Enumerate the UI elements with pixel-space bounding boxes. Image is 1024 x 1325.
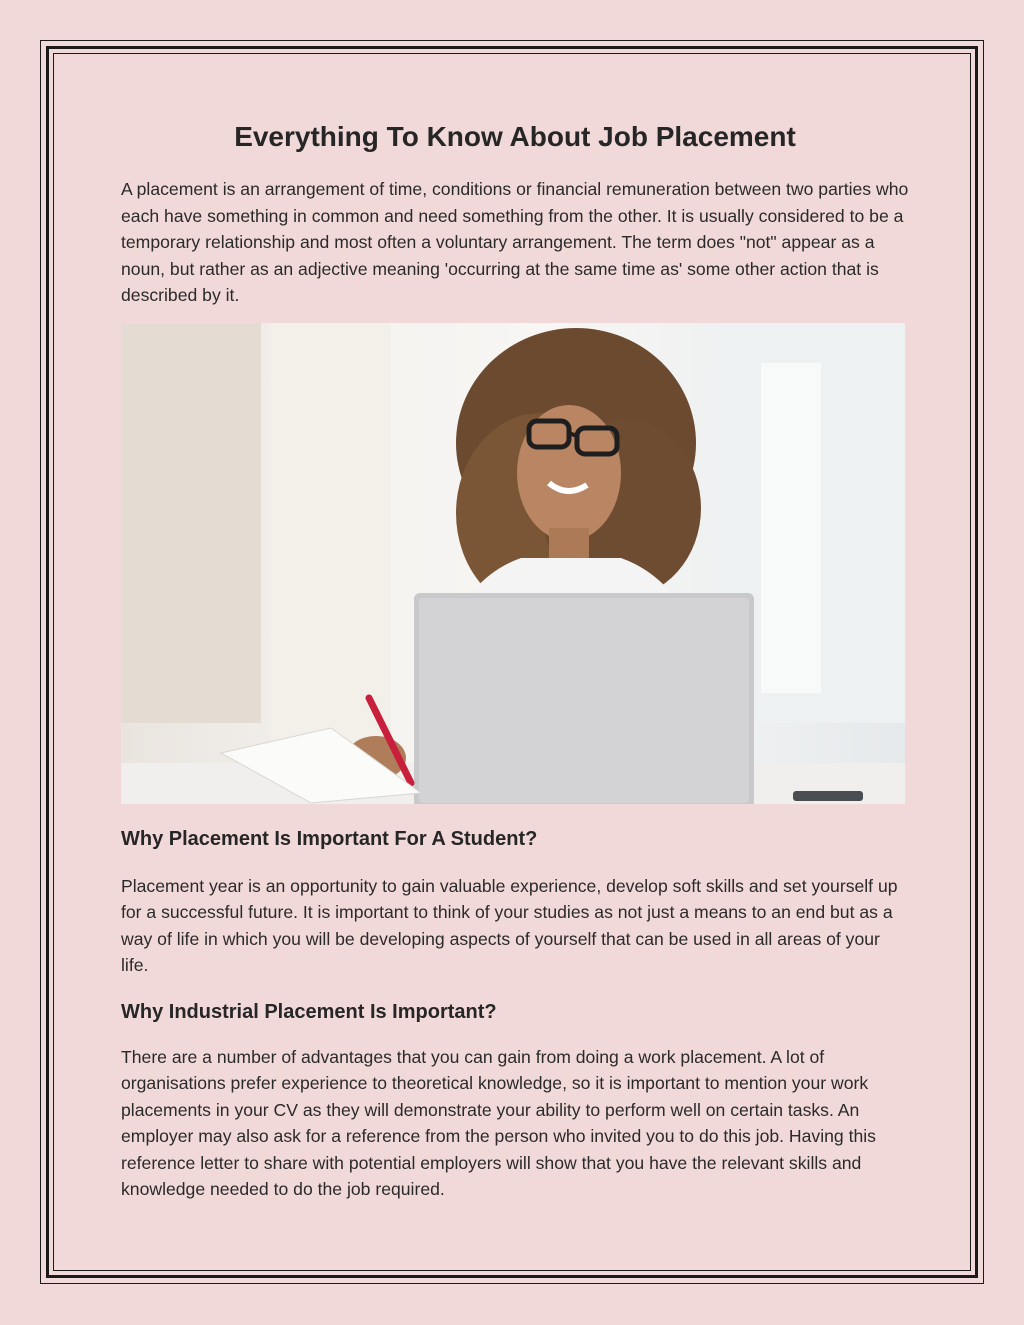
photo-illustration — [121, 323, 905, 804]
intro-paragraph: A placement is an arrangement of time, conditions or financial remuneration between two parties who each have something in common and need something from the other. It is usually considered to be a temporary relationship and most often a voluntary arrangement. The term does "not" appear as a noun, but rather as an adjective meaning 'occurring at the same time as' some other action that is described by it. — [121, 179, 909, 305]
section-heading-industrial: Why Industrial Placement Is Important? — [121, 1000, 497, 1023]
section-body-student: Placement year is an opportunity to gain valuable experience, develop soft skills and set yourself up for a successful future. It is important to think of your studies as not just a means to an end but as a way of life in which you will be developing aspects of yourself that can be used in all areas of your life. — [121, 875, 898, 975]
article-title: Everything To Know About Job Placement — [234, 121, 796, 152]
woman-with-laptop-photo — [121, 323, 905, 804]
section-heading-student: Why Placement Is Important For A Student? — [121, 827, 538, 850]
section-body-industrial: There are a number of advantages that you can gain from doing a work placement. A lot of organisations prefer experience to theoretical knowledge, so it is important to mention your work placements in your CV as they will demonstrate your ability to perform well on certain tasks. An employer may also ask for a reference from the person who invited you to do this job. Having this reference letter to share with potential employers will show that you have the relevant skills and knowledge needed to do the job required. — [121, 1046, 876, 1199]
article — [121, 118, 909, 1203]
